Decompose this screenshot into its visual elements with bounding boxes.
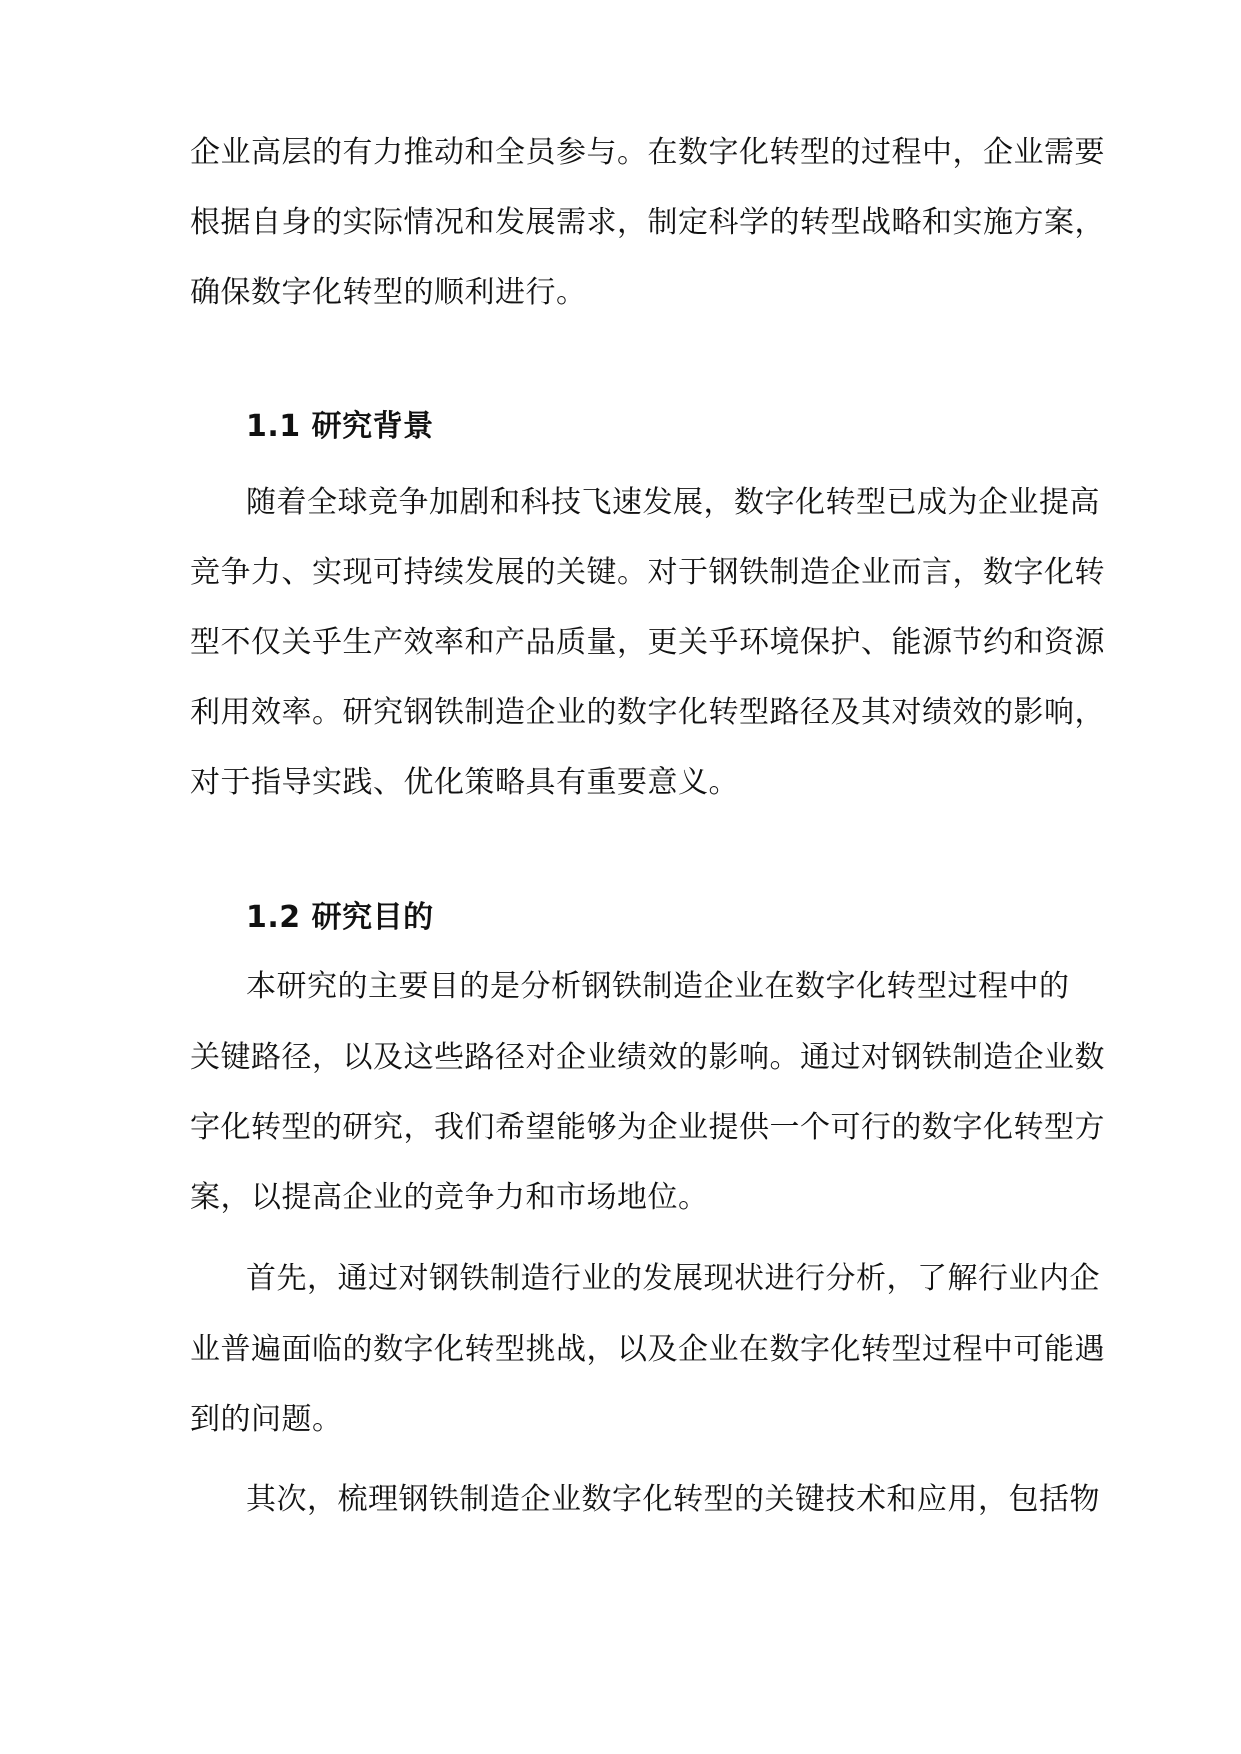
section-1-2-paragraph-1-line-1: 本研究的主要目的是分析钢铁制造企业在数字化转型过程中的 [246, 969, 1070, 1004]
intro-paragraph-line-1: 企业高层的有力推动和全员参与。在数字化转型的过程中，企业需要 [190, 135, 1105, 170]
intro-paragraph-line-2: 根据自身的实际情况和发展需求，制定科学的转型战略和实施方案， [190, 205, 1105, 240]
section-1-2-paragraph-1-line-4: 案，以提高企业的竞争力和市场地位。 [190, 1180, 709, 1215]
section-1-2-paragraph-2-line-3: 到的问题。 [190, 1402, 343, 1437]
section-1-2-paragraph-1-line-3: 字化转型的研究，我们希望能够为企业提供一个可行的数字化转型方 [190, 1110, 1105, 1145]
section-1-2-paragraph-3-line-1: 其次，梳理钢铁制造企业数字化转型的关键技术和应用，包括物 [246, 1482, 1100, 1517]
section-1-1-paragraph-line-3: 型不仅关乎生产效率和产品质量，更关乎环境保护、能源节约和资源 [190, 625, 1105, 660]
section-1-1-paragraph-line-2: 竞争力、实现可持续发展的关键。对于钢铁制造企业而言，数字化转 [190, 555, 1105, 590]
section-1-1-paragraph-line-1: 随着全球竞争加剧和科技飞速发展，数字化转型已成为企业提高 [246, 485, 1100, 520]
section-1-2-heading: 1.2 研究目的 [246, 900, 434, 935]
section-1-1-paragraph-line-5: 对于指导实践、优化策略具有重要意义。 [190, 765, 739, 800]
intro-paragraph-line-3: 确保数字化转型的顺利进行。 [190, 275, 587, 310]
section-1-1-paragraph-line-4: 利用效率。研究钢铁制造企业的数字化转型路径及其对绩效的影响， [190, 695, 1105, 730]
section-1-1-heading: 1.1 研究背景 [246, 409, 434, 444]
section-1-2-paragraph-1-line-2: 关键路径，以及这些路径对企业绩效的影响。通过对钢铁制造企业数 [190, 1040, 1105, 1075]
section-1-2-paragraph-2-line-1: 首先，通过对钢铁制造行业的发展现状进行分析，了解行业内企 [246, 1261, 1100, 1296]
section-1-2-paragraph-2-line-2: 业普遍面临的数字化转型挑战，以及企业在数字化转型过程中可能遇 [190, 1332, 1105, 1367]
